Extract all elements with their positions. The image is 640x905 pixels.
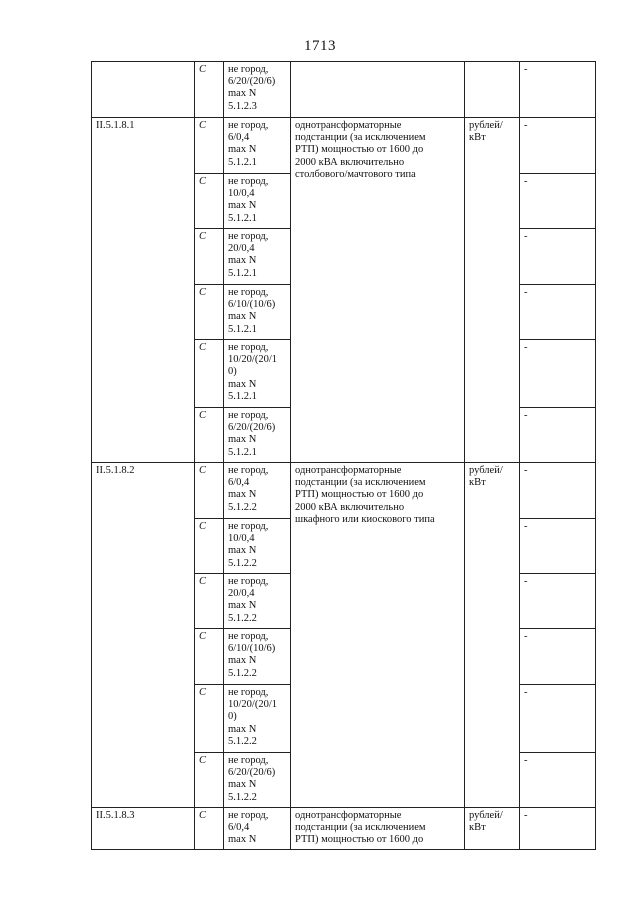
condition-cell: не город, 6/20/(20/6) max N 5.1.2.3 xyxy=(224,62,291,118)
description-cell: однотрансформаторные подстанции (за исключением РТП) мощностью от 1600 до xyxy=(291,808,465,850)
value-cell: - xyxy=(520,753,596,808)
category-cell: С xyxy=(195,62,224,118)
unit-cell: рублей/ кВт xyxy=(465,808,520,850)
category-cell: С xyxy=(195,285,224,340)
description-cell xyxy=(291,62,465,118)
value-cell: - xyxy=(520,229,596,285)
value-cell: - xyxy=(520,463,596,519)
value-cell: - xyxy=(520,62,596,118)
category-cell: С xyxy=(195,519,224,574)
value-cell: - xyxy=(520,574,596,629)
value-cell: - xyxy=(520,685,596,753)
category-cell: С xyxy=(195,629,224,685)
category-cell: С xyxy=(195,340,224,408)
unit-cell: рублей/ кВт xyxy=(465,463,520,808)
value-cell: - xyxy=(520,285,596,340)
code-cell: II.5.1.8.3 xyxy=(92,808,195,850)
condition-cell: не город, 20/0,4 max N 5.1.2.1 xyxy=(224,229,291,285)
category-cell: С xyxy=(195,685,224,753)
code-cell xyxy=(92,62,195,118)
category-cell: С xyxy=(195,574,224,629)
condition-cell: не город, 6/0,4 max N xyxy=(224,808,291,850)
condition-cell: не город, 10/0,4 max N 5.1.2.2 xyxy=(224,519,291,574)
table-row xyxy=(92,118,596,174)
unit-cell: рублей/ кВт xyxy=(465,118,520,463)
description-cell: однотрансформаторные подстанции (за исключением РТП) мощностью от 1600 до 2000 кВА включительно шкафного или киоскового типа xyxy=(291,463,465,808)
condition-cell: не город, 6/20/(20/6) max N 5.1.2.1 xyxy=(224,408,291,463)
description-cell: однотрансформаторные подстанции (за исключением РТП) мощностью от 1600 до 2000 кВА включительно столбового/мачтового типа xyxy=(291,118,465,463)
condition-cell: не город, 10/20/(20/1 0) max N 5.1.2.1 xyxy=(224,340,291,408)
value-cell: - xyxy=(520,808,596,850)
category-cell: С xyxy=(195,174,224,229)
table-row xyxy=(92,808,596,850)
code-cell: II.5.1.8.2 xyxy=(92,463,195,808)
value-cell: - xyxy=(520,174,596,229)
value-cell: - xyxy=(520,408,596,463)
condition-cell: не город, 6/10/(10/6) max N 5.1.2.2 xyxy=(224,629,291,685)
table-row xyxy=(92,463,596,519)
category-cell: С xyxy=(195,118,224,174)
category-cell: С xyxy=(195,463,224,519)
value-cell: - xyxy=(520,340,596,408)
category-cell: С xyxy=(195,408,224,463)
value-cell: - xyxy=(520,629,596,685)
page-number: 1713 xyxy=(304,38,336,54)
condition-cell: не город, 6/0,4 max N 5.1.2.1 xyxy=(224,118,291,174)
tariff-table xyxy=(91,61,596,850)
condition-cell: не город, 6/0,4 max N 5.1.2.2 xyxy=(224,463,291,519)
category-cell: С xyxy=(195,753,224,808)
unit-cell xyxy=(465,62,520,118)
value-cell: - xyxy=(520,118,596,174)
condition-cell: не город, 6/20/(20/6) max N 5.1.2.2 xyxy=(224,753,291,808)
category-cell: С xyxy=(195,229,224,285)
condition-cell: не город, 10/20/(20/1 0) max N 5.1.2.2 xyxy=(224,685,291,753)
condition-cell: не город, 10/0,4 max N 5.1.2.1 xyxy=(224,174,291,229)
category-cell: С xyxy=(195,808,224,850)
table-row xyxy=(92,62,596,118)
code-cell: II.5.1.8.1 xyxy=(92,118,195,463)
value-cell: - xyxy=(520,519,596,574)
condition-cell: не город, 6/10/(10/6) max N 5.1.2.1 xyxy=(224,285,291,340)
condition-cell: не город, 20/0,4 max N 5.1.2.2 xyxy=(224,574,291,629)
